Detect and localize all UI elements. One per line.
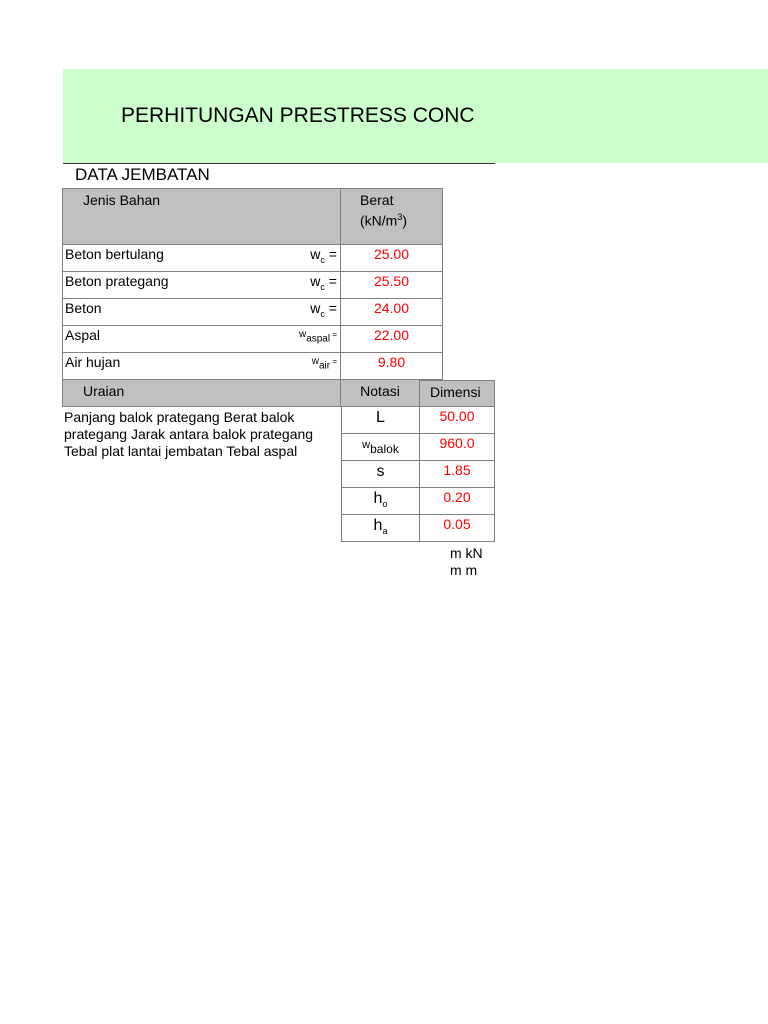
page-title: PERHITUNGAN PRESTRESS CONC	[121, 104, 475, 127]
material-notation: wair =	[311, 356, 337, 372]
dimension-value: 0.20	[420, 488, 495, 515]
material-row-name	[62, 272, 341, 299]
dimensions-header-dim	[420, 380, 495, 407]
dimensions-description: Panjang balok prategang Berat balok prategang Jarak antara balok prategang Tebal plat lantai jembatan Tebal aspal	[64, 409, 314, 459]
material-notation: $w_c$ =	[310, 273, 337, 292]
material-row-name	[62, 245, 341, 272]
material-notation: $w_c$ =	[310, 300, 337, 319]
material-name: Beton prategang	[65, 273, 169, 289]
notation-header-label: Notasi	[360, 383, 400, 399]
dimension-notation: wbalok	[341, 434, 420, 461]
materials-header-name	[62, 188, 341, 245]
dimension-notation: L	[341, 407, 420, 434]
material-name: Aspal	[65, 327, 101, 343]
dimensions-header-notation	[341, 380, 420, 407]
dimensions-header-desc	[62, 380, 341, 407]
dimension-notation: $h_a$	[341, 515, 420, 542]
material-weight-value: 25.50	[341, 272, 443, 299]
material-name: Beton	[65, 300, 102, 316]
material-name: Beton bertulang	[65, 246, 164, 262]
dimension-value: 0.05	[420, 515, 495, 542]
material-weight-value: 25.00	[341, 245, 443, 272]
material-weight-value: 24.00	[341, 299, 443, 326]
material-row-name	[62, 353, 341, 380]
material-notation: waspal =	[298, 329, 337, 345]
material-name: Air hujan	[65, 354, 121, 370]
dimension-notation: $h_o$	[341, 488, 420, 515]
material-weight-value: 9.80	[341, 353, 443, 380]
dimension-value: 1.85	[420, 461, 495, 488]
materials-header-weight	[341, 188, 443, 245]
material-notation: $w_c$ =	[310, 246, 337, 265]
units-list: m kN m m	[450, 545, 483, 578]
materials-header-name-label: Jenis Bahan	[83, 192, 161, 208]
section-title: DATA JEMBATAN	[75, 165, 210, 184]
title-divider	[63, 163, 495, 164]
dim-header-label: Dimensi	[430, 384, 481, 400]
weight-label: Berat	[360, 192, 394, 208]
weight-unit: $(kN/m^3)$	[360, 212, 408, 229]
material-row-name	[62, 299, 341, 326]
dimension-value: 960.0	[420, 434, 495, 461]
material-row-name	[62, 326, 341, 353]
material-weight-value: 22.00	[341, 326, 443, 353]
dimension-value: 50.00	[420, 407, 495, 434]
dimension-notation: s	[341, 461, 420, 488]
desc-header-label: Uraian	[83, 383, 125, 399]
